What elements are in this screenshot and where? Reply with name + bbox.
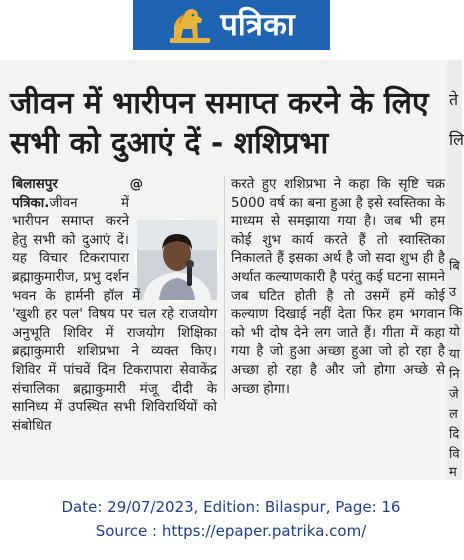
speaker-photo — [135, 218, 219, 302]
adjacent-article-fragment — [447, 60, 462, 480]
edge-fragment: उ — [449, 285, 457, 300]
edge-fragment: ते — [449, 90, 459, 109]
edge-fragment: ल — [449, 407, 458, 422]
article-column-1 — [12, 176, 217, 436]
edge-fragment: या — [449, 347, 460, 362]
edge-fragment: म — [449, 465, 457, 480]
footer-date-edition: Date: 29/07/2023, Edition: Bilaspur, Page: 16 — [61, 498, 401, 516]
newspaper-clipping — [0, 60, 462, 480]
brand-wordmark: पत्रिका — [220, 6, 295, 43]
edge-fragment: जे — [449, 387, 459, 402]
article-headline: जीवन में भारीपन समाप्त करने के लिए सभी को दुआएं दें - शशिप्रभा — [10, 86, 429, 161]
article-text-lead: जीवन में भारीपन समाप्त करने हेतु सभी को दुआएं दें। यह विचार टिकरापारा ब्रह्माकुमारीज, प्रभु दर्शन भवन के हार्मनी हॉल में 'खुशी — [12, 195, 141, 323]
edge-fragment: लि — [449, 130, 464, 149]
footer-source-link[interactable]: Source : https://epaper.patrika.com/ — [95, 522, 367, 540]
article-text-continued: हर पल' विषय पर चल रहे राजयोग अनुभूति शिविर में राजयोग शिक्षिका ब्रह्माकुमारी शशिप्रभा ने व्यक्त किए। शिविर में पांचवें दिन टिकरापारा सेवाकेंद्र संचालिका ब्रह्माकुमारी मंजू दीदी के सानिध्य में उपस्थित सभी शिविरार्थियों को संबोधित — [12, 307, 217, 434]
edge-fragment: बि — [449, 259, 460, 274]
edge-fragment: यो — [449, 325, 460, 340]
article-dateline: बिलासपुर @ पत्रिका. — [12, 177, 144, 211]
edge-fragment: नि — [449, 367, 460, 382]
edge-fragment: कि — [449, 305, 463, 320]
masthead — [133, 0, 330, 50]
edge-fragment: वि — [449, 447, 460, 462]
article-column-2: करते हुए शशिप्रभा ने कहा कि सृष्टि चक्र 5000 वर्ष का बना हुआ है इसे स्वस्तिका के माध्यम से समझाया गया है। जब भी हम कोई शुभ कार्य करते हैं तो स्वास्तिका निकालते हैं इसका अर्थ है जो सदा शुभ ही है अर्थात कल्याणकारी है परंतु कई घटना सामने जब घटित होती है तो उसमें हमें कोई कल्याण दिखाई नहीं देता फिर हम भगवान को भी दोष देने लग जाते हैं। गीता में कहा गया है जो हुआ अच्छा हुआ जो हो रहा है अच्छा हो रहा है और जो होगा अच्छे से अच्छा होगा। — [224, 176, 445, 399]
lion-emblem-icon — [168, 5, 212, 45]
edge-fragment: दि — [449, 427, 460, 442]
